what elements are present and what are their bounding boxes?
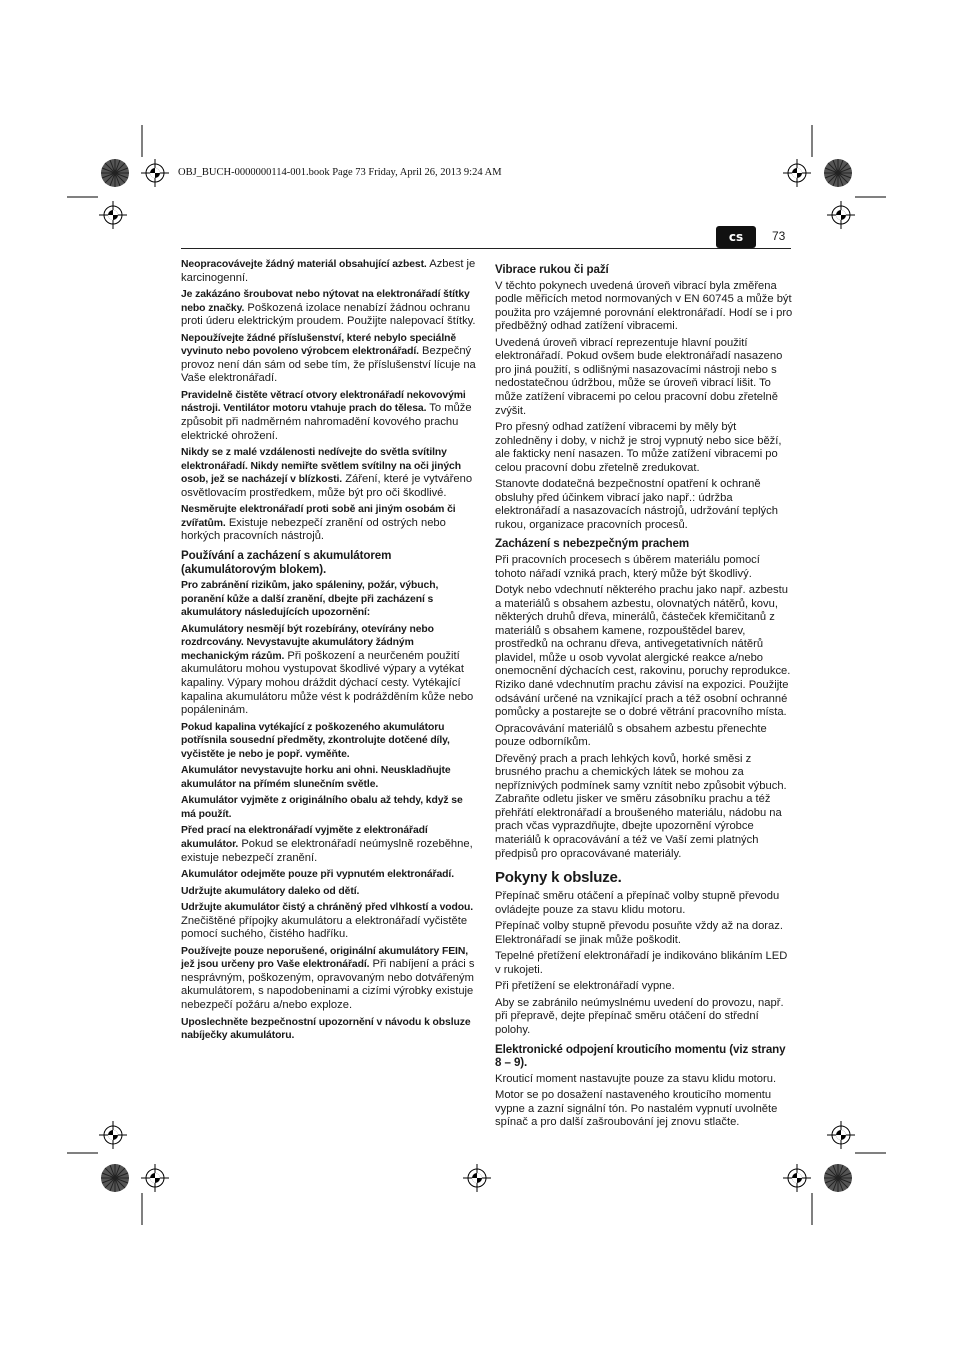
section-heading: Elektronické odpojení krouticího momentu (viz strany 8 – 9). bbox=[495, 1042, 786, 1070]
paragraph-emphasis: Uposlechněte bezpečnostní upozornění v návodu k obsluze nabíječky akumulátoru. bbox=[181, 1016, 471, 1042]
paragraph-text: Znečištěné přípojky akumulátoru a elektronářadí vyčistěte pomocí suchého, čistého hadříku. bbox=[181, 914, 468, 941]
paragraph bbox=[181, 764, 479, 791]
section-heading: Zacházení s nebezpečným prachem bbox=[495, 537, 690, 551]
paragraph bbox=[495, 723, 793, 750]
paragraph bbox=[495, 478, 793, 532]
paragraph bbox=[495, 1089, 793, 1130]
crosshair-icon bbox=[783, 159, 811, 187]
paragraph-text: Dřevěný prach a prach lehkých kovů, horké směsi z brusného prachu a chemických látek se mohou za nepříznivých podmínek samy vznítit nebo způsobit výbuch. Zabraňte odletu jisker ve směru zásobníku prachu a též přehřátí elektronářadí a broušeného materiálu, nádobu na prach včas vyprazdňujte, dbejte upozornění výrobce materiálů k opracovávání a též ve Vaší zemi platných předpisů pro opracovávané materiály. bbox=[495, 752, 787, 860]
paragraph-text: Přepínač volby stupně převodu posuňte vždy až na doraz. Elektronářadí se jinak může poškodit. bbox=[495, 920, 783, 946]
paragraph-text: Při poškození a neurčeném použití akumulátoru mohou vystupovat škodlivé výpary a vytékat kapaliny. Výpary mohou dráždit dýchací cesty. Vytékající kapalina akumulátoru může vést k podrážděním kůže nebo popáleninám. bbox=[181, 649, 474, 717]
paragraph-text: To může způsobit při nadměrném nahromadění kovového prachu elektrické ohrožení. bbox=[181, 402, 472, 442]
paragraph bbox=[495, 1073, 793, 1087]
paragraph-text: Stanovte dodatečná bezpečnostní opatření k ochraně obsluhy před účinkem vibrací jako např.: údržba elektronářadí a nasazovacích nástrojů, udržování teplých rukou, organizace pracovních procesů. bbox=[495, 478, 778, 531]
paragraph-emphasis: Akumulátor nevystavujte horku ani ohni. Neuskladňujte akumulátor na přímém slunečním světle. bbox=[181, 765, 451, 790]
paragraph-text: Uvedená úroveň vibrací reprezentuje hlavní použití elektronářadí. Pokud ovšem bude elektronářadí nasazeno pro jiná použití, s odlišnými nasazovacími nástroji nebo s nedostatečnou údržbou, může se úroveň vibrací lišit. To může zatížení vibracemi po celou pracovní dobu zřetelně zvýšit. bbox=[495, 336, 783, 417]
paragraph-emphasis: Udržujte akumulátory daleko od dětí. bbox=[181, 885, 360, 897]
page-number: 73 bbox=[772, 229, 786, 243]
paragraph-emphasis: Neopracovávejte žádný materiál obsahující azbest. bbox=[181, 259, 427, 270]
paragraph bbox=[181, 868, 479, 882]
paragraph-text: Azbest je karcinogenní. bbox=[181, 258, 476, 284]
paragraph-text: Poškozená izolace nenabízí žádnou ochranu proti úderu elektrickým proudem. Použijte nalepovací štítky. bbox=[181, 301, 476, 328]
crosshair-icon bbox=[463, 1164, 491, 1192]
paragraph bbox=[181, 288, 479, 329]
paragraph bbox=[181, 579, 479, 620]
paragraph bbox=[181, 885, 479, 899]
paragraph-emphasis: Před prací na elektronářadí vyjměte z elektronářadí akumulátor. bbox=[181, 825, 428, 850]
paragraph bbox=[495, 554, 793, 581]
paragraph bbox=[181, 623, 479, 718]
paragraph-text: Krouticí moment nastavujte pouze za stavu klidu motoru. bbox=[495, 1072, 777, 1085]
paragraph bbox=[181, 332, 479, 386]
paragraph-emphasis: Nesměrujte elektronářadí proti sobě ani jiným osobám či zvířatům. bbox=[181, 504, 456, 529]
paragraph-text: Přepínač směru otáčení a přepínač volby stupně převodu ovládejte pouze za stavu klidu motoru. bbox=[495, 890, 780, 916]
paragraph bbox=[181, 258, 479, 285]
paragraph-emphasis: Nikdy se z malé vzdálenosti nedívejte do světla svítilny elektronářadí. Nikdy nemiřte světlem svítilny na oči jiných osob, jež se nacházejí v blízkosti. bbox=[181, 447, 461, 486]
paragraph bbox=[181, 721, 479, 762]
crosshair-icon bbox=[99, 1121, 127, 1149]
paragraph bbox=[181, 389, 479, 443]
section-heading: Vibrace rukou či paží bbox=[495, 263, 609, 276]
paragraph-text: Při přetížení se elektronářadí vypne. bbox=[495, 980, 675, 993]
paragraph bbox=[495, 337, 793, 418]
right-column bbox=[495, 258, 793, 1133]
crosshair-icon bbox=[141, 1164, 169, 1192]
crosshair-icon bbox=[827, 201, 855, 229]
starburst-icon bbox=[101, 159, 129, 187]
paragraph bbox=[495, 421, 793, 475]
paragraph-emphasis: Pro zabránění rizikům, jako spáleniny, požár, výbuch, poranění kůže a další zranění, dbejte při zacházení s akumulátory následujících upozornění: bbox=[181, 580, 439, 619]
paragraph-text: Opracovávání materiálů s obsahem azbestu přenechte pouze odborníkům. bbox=[495, 722, 767, 749]
crosshair-icon bbox=[783, 1164, 811, 1192]
paragraph-emphasis: Akumulátory nesmějí být rozebírány, otevírány nebo rozdrcovány. Nevystavujte akumulátory žádným mechanickým rázům. bbox=[181, 623, 434, 662]
print-header: OBJ_BUCH-0000000114-001.book Page 73 Friday, April 26, 2013 9:24 AM bbox=[178, 167, 502, 178]
paragraph bbox=[181, 945, 479, 1013]
paragraph bbox=[495, 997, 793, 1038]
paragraph-text: Tepelné přetížení elektronářadí je indikováno blikáním LED v rukojeti. bbox=[495, 950, 788, 976]
paragraph bbox=[181, 1016, 479, 1043]
paragraph-text: Při nabíjení a práci s nesprávným, poškozeným, opravovaným nebo dotvářeným akumulátorem, s napodobeninami a cizími výrobky existuje nebezpečí požáru a/nebo exploze. bbox=[181, 958, 475, 1011]
paragraph-text: Aby se zabránilo neúmyslnému uvedení do provozu, např. při přepravě, dejte přepínač směru otáčení do střední polohy. bbox=[495, 996, 784, 1036]
paragraph bbox=[181, 503, 479, 544]
chapter-heading: Pokyny k obsluze. bbox=[495, 869, 622, 887]
left-column bbox=[181, 258, 479, 1046]
paragraph bbox=[181, 446, 479, 500]
paragraph bbox=[181, 824, 479, 865]
paragraph bbox=[181, 794, 479, 821]
paragraph-text: Bezpečný provoz není dán sám od sebe tím, že příslušenství lícuje na Vaše elektronářadí. bbox=[181, 345, 476, 385]
paragraph-text: Pokud se elektronářadí neúmyslně rozeběhne, existuje nebezpečí zranění. bbox=[181, 837, 473, 864]
starburst-icon bbox=[824, 159, 852, 187]
paragraph-emphasis: Je zakázáno šroubovat nebo nýtovat na elektronářadí štítky nebo značky. bbox=[181, 289, 470, 314]
paragraph bbox=[495, 980, 793, 994]
header-rule bbox=[181, 248, 791, 249]
paragraph bbox=[495, 920, 793, 947]
paragraph-text: Existuje nebezpečí zranění od ostrých nebo horkých pracovních nástrojů. bbox=[181, 516, 446, 543]
section-heading: Používání a zacházení s akumulátorem (akumulátorovým blokem). bbox=[181, 548, 392, 576]
paragraph-emphasis: Používejte pouze neporušené, originální akumulátory FEIN, jež jsou určeny pro Vaše elektronářadí. bbox=[181, 945, 469, 971]
paragraph-emphasis: Nepoužívejte žádné příslušenství, které nebylo speciálně vyvinuto nebo povoleno výrobcem elektronářadí. bbox=[181, 332, 457, 358]
paragraph-text: Dotyk nebo vdechnutí některého prachu jako např. azbestu a materiálů s obsahem azbestu, olovnatých nátěrů, kovu, některých druhů dřeva, minerálů, částeček křemičitanů z materiálů s obsahem kamene, rozpouštědel barev, prostředků na ochranu dřeva, antivegetativních nátěrů plavidel, může u osob vyvolat alergické reakce a/nebo onemocnění dýchacích cest, rakovinu, poruchy reprodukce. Riziko dané vdechnutím prachu závisí na expozici. Použijte odsávání určené na vznikající prach a též osobní ochranné pomůcky a postarejte se o dobré větrání pracovního místa. bbox=[495, 584, 791, 719]
paragraph bbox=[495, 753, 793, 861]
crosshair-icon bbox=[827, 1121, 855, 1149]
paragraph-emphasis: Akumulátor odejměte pouze při vypnutém elektronářadí. bbox=[181, 869, 454, 881]
paragraph-text: Záření, které je vytvářeno osvětlovacím prostředkem, může být pro oči škodlivé. bbox=[181, 473, 473, 499]
paragraph-text: Při pracovních procesech s úběrem materiálu pomocí tohoto nářadí vzniká prach, který může být škodlivý. bbox=[495, 554, 760, 580]
language-badge: cs bbox=[716, 226, 756, 248]
paragraph-text: Pro přesný odhad zatížení vibracemi by měly být zohledněny i doby, v nichž je stroj vypnutý nebo sice běží, ale fakticky není nasazen. To může zatížení vibracemi po celou pracovní dobu zřetelně zredukovat. bbox=[495, 421, 782, 474]
paragraph-emphasis: Udržujte akumulátor čistý a chráněný před vlhkostí a vodou. bbox=[181, 902, 474, 914]
paragraph bbox=[495, 584, 793, 719]
paragraph-emphasis: Pokud kapalina vytékající z poškozeného akumulátoru potřísnila sousední předměty, zkontrolujte dotčené díly, vyčistěte je nebo je popř. vyměňte. bbox=[181, 721, 450, 760]
crosshair-icon bbox=[99, 201, 127, 229]
paragraph-emphasis: Pravidelně čistěte větrací otvory elektronářadí nekovovými nástroji. Ventilátor motoru vtahuje prach do tělesa. bbox=[181, 389, 466, 415]
crosshair-icon bbox=[141, 159, 169, 187]
paragraph-text: V těchto pokynech uvedená úroveň vibrací byla změřena podle měřicích metod normovaných v EN 60745 a může být použita pro vzájemné porovnání elektronářadí. Hodí se i pro předběžný odhad zatížení vibracemi. bbox=[495, 279, 793, 333]
paragraph bbox=[495, 950, 793, 977]
paragraph-text: Motor se po dosažení nastaveného krouticího momentu vypne a zazní signální tón. Po nastalém vypnutí uvolněte spínač a pro další zašroubování jej znovu stlačte. bbox=[495, 1089, 778, 1129]
paragraph bbox=[181, 901, 479, 942]
starburst-icon bbox=[824, 1164, 852, 1192]
paragraph-emphasis: Akumulátor vyjměte z originálního obalu až tehdy, když se má použít. bbox=[181, 795, 463, 820]
paragraph bbox=[495, 280, 793, 334]
paragraph bbox=[495, 890, 793, 917]
starburst-icon bbox=[101, 1164, 129, 1192]
